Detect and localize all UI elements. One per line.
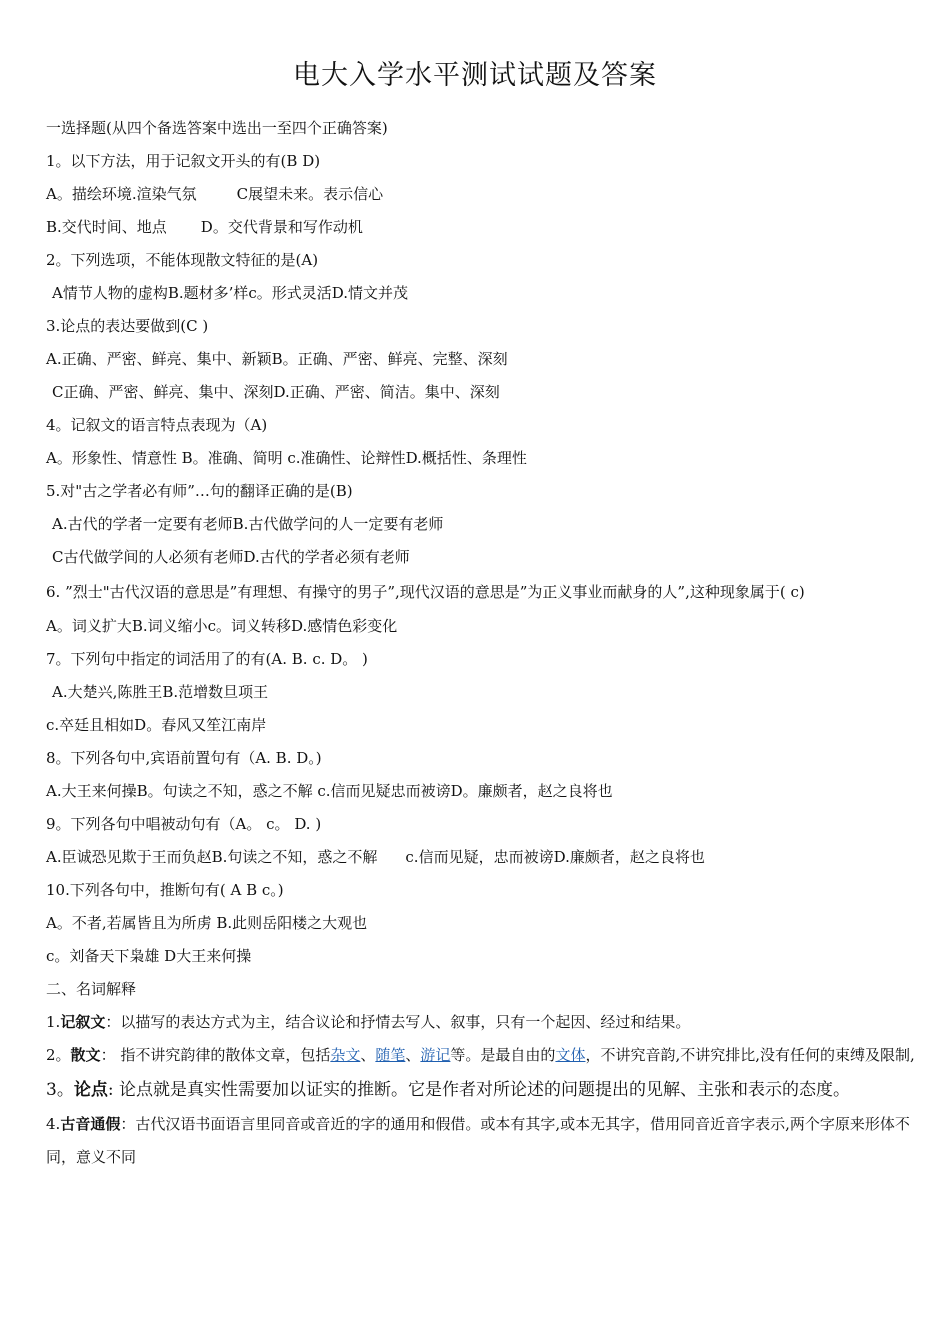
definition-4	[46, 1108, 916, 1174]
definition-1-number: 1.	[46, 1013, 61, 1031]
definition-4-term: 古音通假	[60, 1115, 121, 1133]
question-1-options-row1	[46, 178, 916, 211]
definition-3	[46, 1072, 916, 1108]
question-10-stem: 10.下列各句中，推断句有( A B c。)	[46, 881, 284, 899]
document-body	[46, 112, 916, 1174]
question-9-stem: 9。下列各句中唱被动句有（A。 c。 D. )	[46, 815, 322, 833]
question-1-option-b: B.交代时间、地点	[46, 218, 167, 236]
definition-2-text-c: ，不讲究音韵,不讲究排比,没有任何的束缚及限制,	[585, 1046, 915, 1064]
question-1-options-row2	[46, 211, 916, 244]
definition-1	[46, 1006, 916, 1039]
question-4-options: A。形象性、情意性 B。准确、简明 c.准确性、论辩性D.概括性、条理性	[46, 449, 527, 467]
question-2-stem: 2。下列选项，不能体现散文特征的是(A)	[46, 251, 319, 269]
definition-2-number: 2。	[46, 1046, 71, 1064]
definition-2-term: 散文	[70, 1046, 101, 1064]
question-8-stem: 8。下列各句中,宾语前置句有（A. B. D。)	[46, 749, 322, 767]
definition-3-text: : 论点就是真实性需要加以证实的推断。它是作者对所论述的问题提出的见解、主张和表示的态度。	[107, 1080, 850, 1100]
section-heading-choice: 一选择题(从四个备选答案中选出一至四个正确答案)	[46, 119, 388, 137]
question-5-options-row2: C古代做学间的人必须有老师D.古代的学者必须有老师	[52, 548, 410, 566]
question-1-stem: 1。以下方法，用于记叙文开头的有(B D)	[46, 152, 321, 170]
question-4-stem: 4。记叙文的语言特点表现为（A)	[46, 416, 268, 434]
definition-2-text-a: ： 指不讲究韵律的散体文章，包括	[100, 1046, 331, 1064]
question-8-options: A.大王来何操B。句读之不知，惑之不解 c.信而见疑忠而被谤D。廉颇者，赵之良将也	[46, 782, 613, 800]
definition-1-text: ：以描写的表达方式为主，结合议论和抒情去写人、叙事，只有一个起因、经过和结果。	[105, 1013, 691, 1031]
definition-2	[46, 1039, 916, 1072]
question-9-options	[46, 841, 916, 874]
question-3-options-row1: A.正确、严密、鲜亮、集中、新颖B。正确、严密、鲜亮、完整、深刻	[46, 350, 508, 368]
question-7-options-row2: c.卒廷且相如D。春风又笙江南岸	[46, 716, 267, 734]
question-9-options-ab: A.臣诚恐见欺于王而负赵B.句读之不知，惑之不解	[46, 848, 378, 866]
question-5-stem: 5.对"古之学者必有师”…句的翻译正确的是(B)	[46, 482, 353, 500]
definition-2-sep-1: 、	[360, 1046, 376, 1064]
link-wenti[interactable]: 文体	[555, 1046, 586, 1064]
question-6-options: A。词义扩大B.词义缩小c。词义转移D.感情色彩变化	[46, 617, 398, 635]
question-1-option-c: C展望未来。表示信心	[236, 185, 384, 203]
question-3-options-row2: C正确、严密、鲜亮、集中、深刻D.正确、严密、简洁。集中、深刻	[52, 383, 500, 401]
question-5-options-row1: A.古代的学者一定要有老师B.古代做学问的人一定要有老师	[52, 515, 444, 533]
question-1-option-a: A。描绘环境.渲染气氛	[46, 185, 197, 203]
question-3-stem: 3.论点的表达要做到(C )	[46, 317, 209, 335]
link-youji[interactable]: 游记	[420, 1046, 451, 1064]
question-2-options: A情节人物的虚构B.题材多’样c。形式灵活D.情文并茂	[52, 284, 409, 302]
section-heading-terms: 二、名词解释	[46, 980, 137, 998]
definition-4-text: ：古代汉语书面语言里同音或音近的字的通用和假借。或本有其字,或本无其字，借用同音近音字表示,两个字原来形体不同，意义不同	[46, 1115, 910, 1166]
definition-3-number: 3。	[46, 1080, 74, 1100]
question-7-options-row1: A.大楚兴,陈胜王B.范增数旦项王	[52, 683, 269, 701]
definition-3-term: 论点	[73, 1080, 108, 1100]
question-6-stem: 6. ”烈士"古代汉语的意思是”有理想、有操守的男子”,现代汉语的意思是”为正义事业而献身的人”,这种现象属于( c)	[46, 583, 805, 601]
question-9-options-cd: c.信而见疑，忠而被谤D.廉颇者，赵之良将也	[405, 848, 705, 866]
question-10-options-row2: c。刘备天下枭雄 D大王来何操	[46, 947, 252, 965]
definition-1-term: 记叙文	[60, 1013, 106, 1031]
link-zawen[interactable]: 杂文	[330, 1046, 361, 1064]
definition-2-sep-2: 、	[405, 1046, 421, 1064]
definition-2-text-b: 等。是最自由的	[450, 1046, 556, 1064]
question-10-options-row1: A。不者,若属皆且为所虏 B.此则岳阳楼之大观也	[46, 914, 368, 932]
definition-4-number: 4.	[46, 1115, 61, 1133]
link-suibi[interactable]: 随笔	[375, 1046, 406, 1064]
question-7-stem: 7。下列句中指定的词活用了的有(A. B. c. D。 )	[46, 650, 368, 668]
question-1-option-d: D。交代背景和写作动机	[200, 218, 363, 236]
page-title: 电大入学水平测试试题及答案	[293, 60, 657, 91]
